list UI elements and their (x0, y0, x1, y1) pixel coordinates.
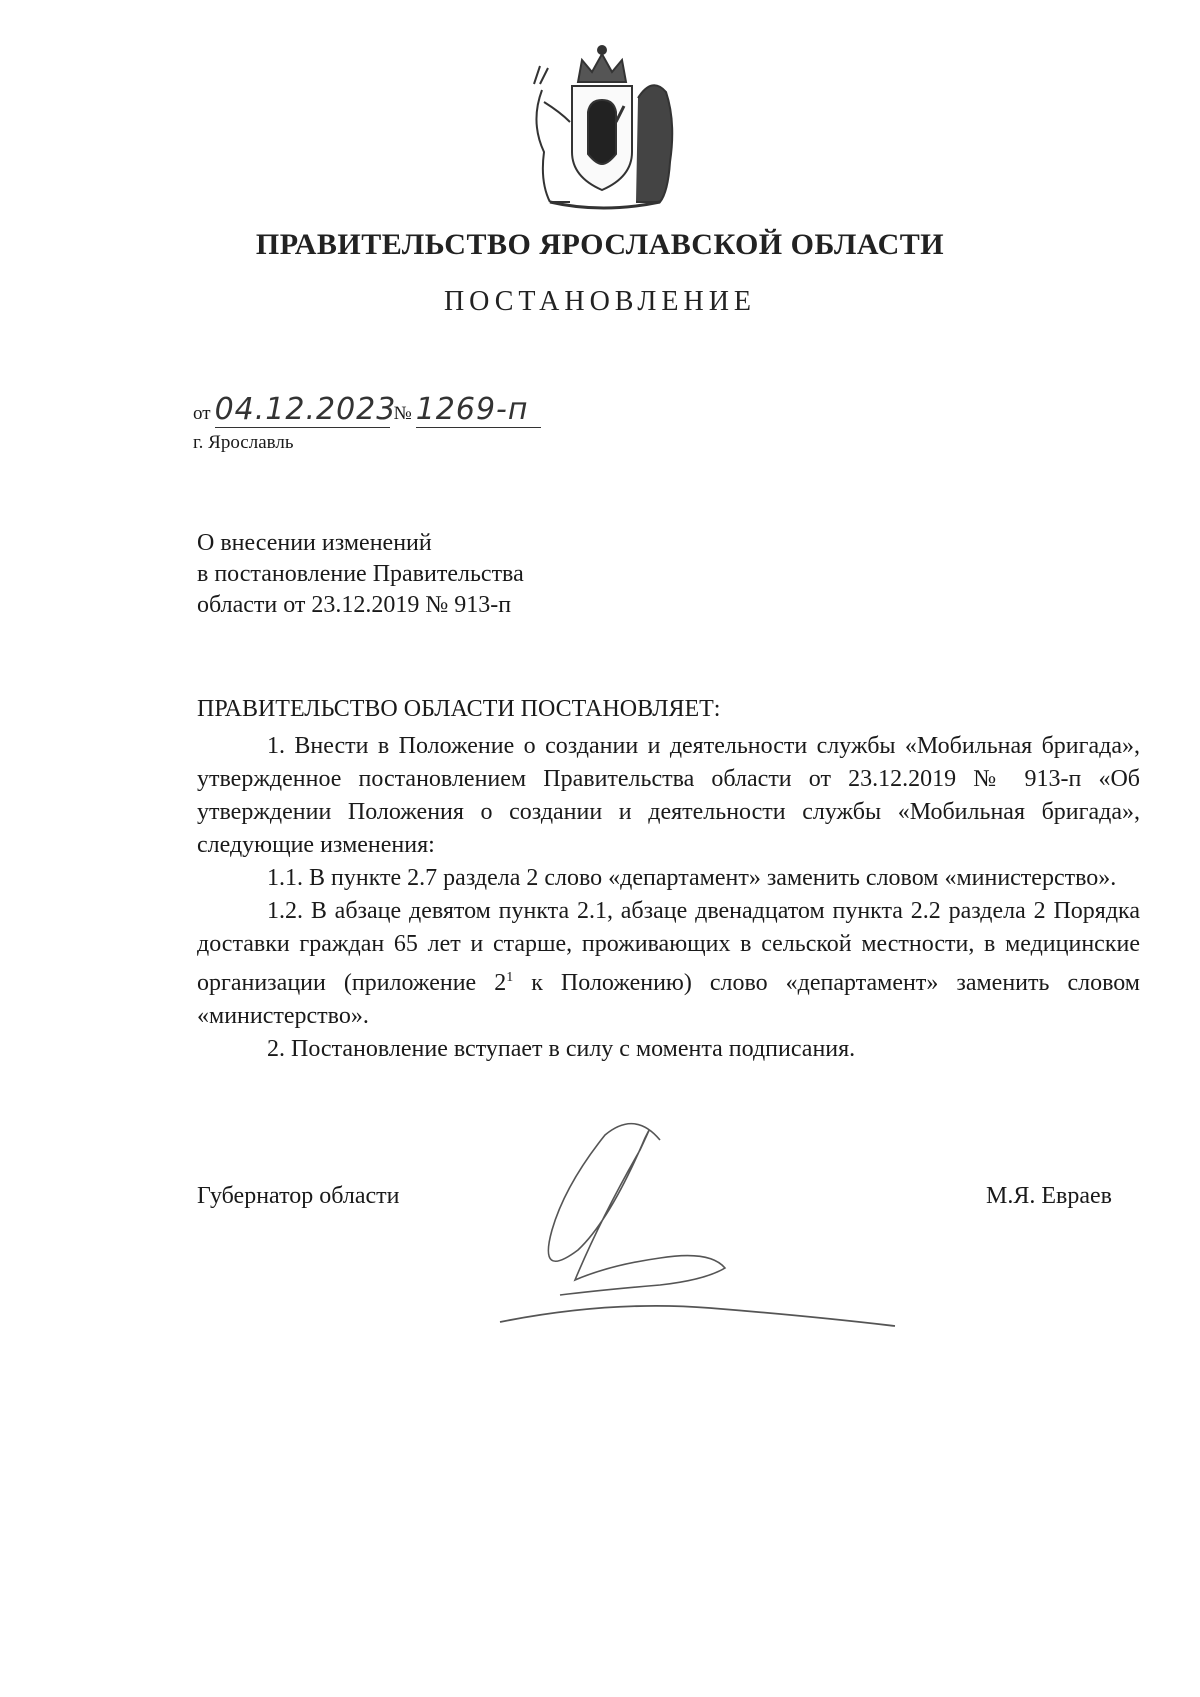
paragraph-1-1: 1.1. В пункте 2.7 раздела 2 слово «департамент» заменить словом «министерство». (267, 865, 1117, 891)
paragraph-1: 1. Внести в Положение о создании и деятельности службы «Мобильная бригада», утвержденное постановлением Правительства области от 23.12.2019 № 913-п «Об утверждении Положения о создании и деятельности службы «Мобильная бригада», следующие изменения: (197, 733, 1140, 858)
date-value: 04.12.2023 (214, 392, 397, 427)
subject-line: О внесении изменений (197, 530, 432, 556)
paragraph-1-2 (197, 895, 1140, 1033)
city: г. Ярославль (193, 432, 294, 453)
document-type: ПОСТАНОВЛЕНИЕ (443, 286, 757, 317)
paragraph-1-2-text-end: к Положению) слово «департамент» заменить словом «министерство». (197, 970, 1140, 1029)
preamble: ПРАВИТЕЛЬСТВО ОБЛАСТИ ПОСТАНОВЛЯЕТ: (197, 696, 721, 722)
number-prefix: № (393, 403, 412, 424)
signer-name: М.Я. Евраев (986, 1183, 1112, 1209)
document-body (197, 730, 1140, 1066)
date-number-line (193, 392, 593, 432)
subject-line: в постановление Правительства (197, 561, 524, 587)
document-subject (197, 528, 524, 621)
date-prefix: от (193, 403, 211, 424)
number-value: 1269-п (416, 392, 541, 428)
superscript: 1 (506, 970, 514, 985)
subject-line: области от 23.12.2019 № 913-п (197, 592, 512, 618)
handwritten-signature-icon (490, 1090, 910, 1340)
signer-role: Губернатор области (197, 1183, 400, 1209)
paragraph-2: 2. Постановление вступает в силу с момента подписания. (267, 1036, 856, 1062)
authority-title: ПРАВИТЕЛЬСТВО ЯРОСЛАВСКОЙ ОБЛАСТИ (255, 228, 945, 261)
coat-of-arms-icon (520, 42, 685, 212)
paragraph-1-2-text: 1.2. В абзаце девятом пункта 2.1, абзаце двенадцатом пункта 2.2 раздела 2 Порядка доставки граждан 65 лет и старше, проживающих в сельской местности, в медицинские организации (приложение 2 (197, 898, 1140, 996)
